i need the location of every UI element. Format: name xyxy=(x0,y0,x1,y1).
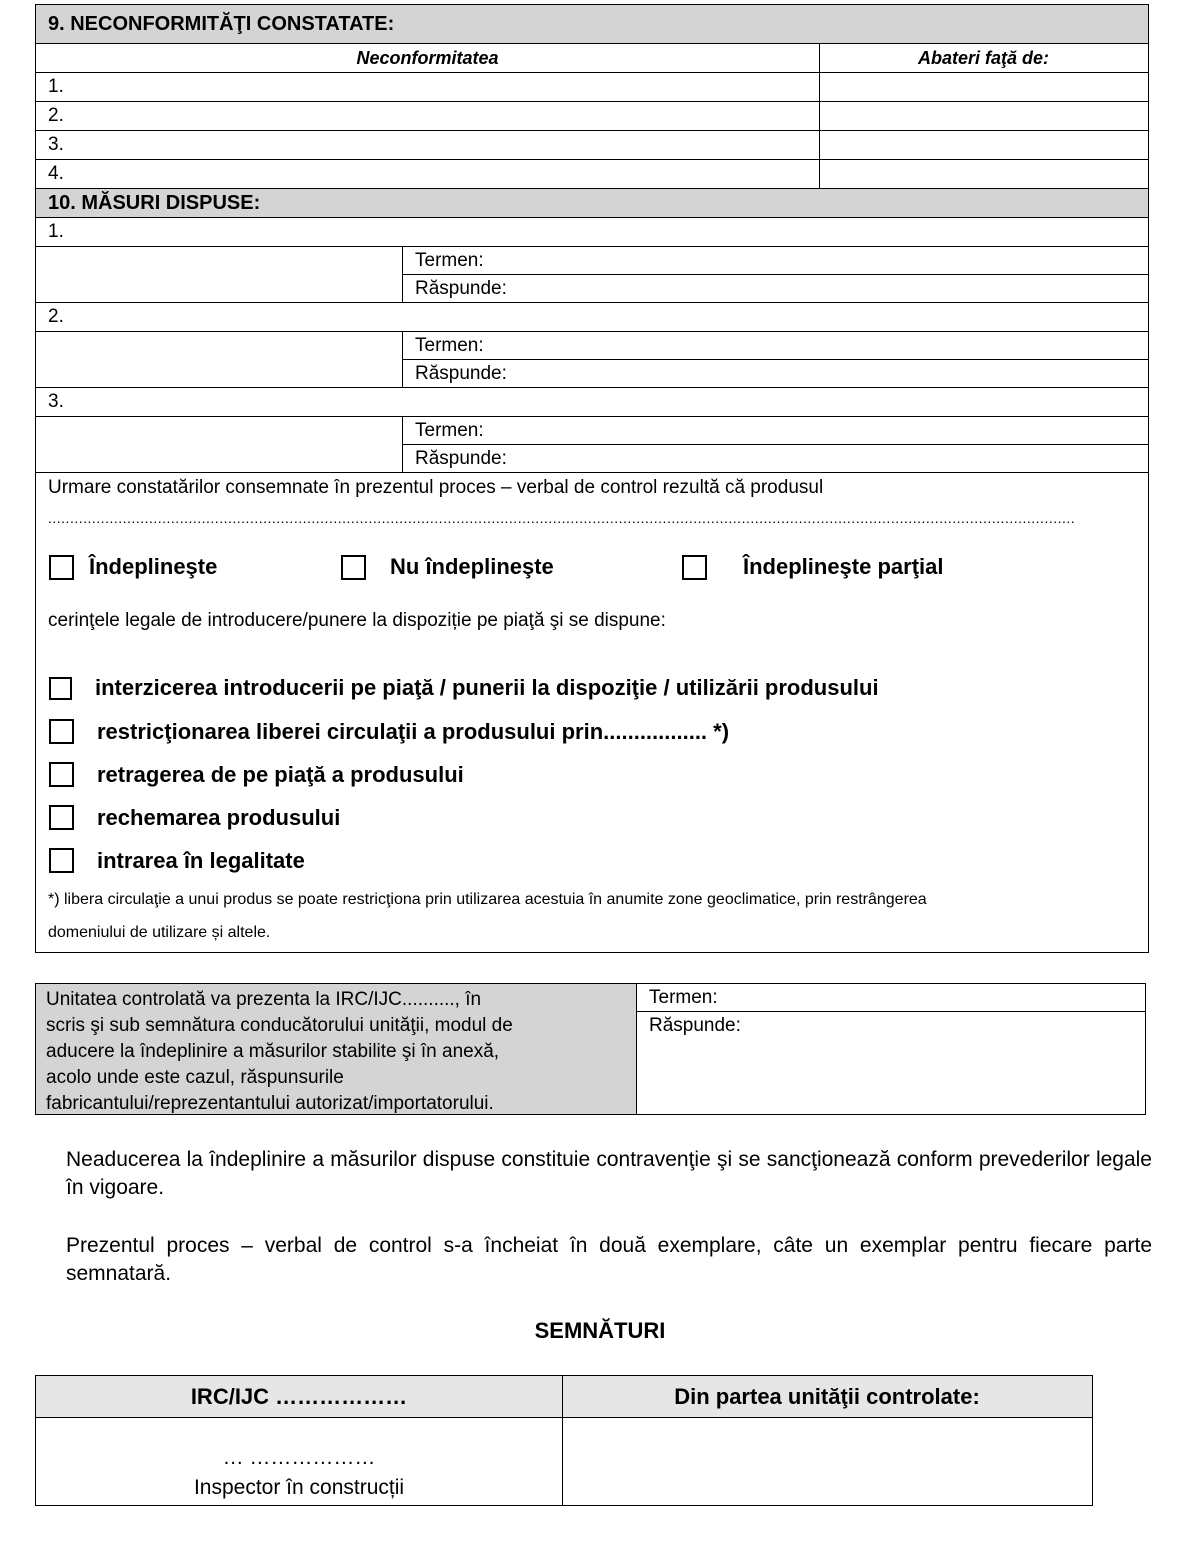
unit-responsible-field[interactable]: Răspunde: xyxy=(649,1015,741,1036)
measure-recall: rechemarea produsului xyxy=(97,805,341,830)
unit-text-line: fabricantului/reprezentantului autorizat/importatorului. xyxy=(46,1093,494,1114)
nonconformity-row[interactable] xyxy=(36,73,1148,102)
measure-restriction: restricţionarea liberei circulaţii a produsului prin................. *) xyxy=(97,719,730,744)
nonconformity-row[interactable] xyxy=(36,160,1148,189)
checkbox-withdrawal[interactable] xyxy=(49,762,74,787)
nonconformity-row[interactable] xyxy=(36,131,1148,160)
measure-number: 1. xyxy=(48,221,64,242)
measure-detail xyxy=(36,247,1148,303)
unit-text-line: aducere la îndeplinire a măsurilor stabilite şi în anexă, xyxy=(46,1041,500,1062)
measure-detail xyxy=(36,332,1148,388)
responsible-field[interactable]: Răspunde: xyxy=(415,278,507,299)
checkbox-market-ban[interactable] xyxy=(49,677,72,700)
checkbox-not-fulfills[interactable] xyxy=(341,555,366,580)
controlled-unit-header: Din partea unităţii controlate: xyxy=(562,1376,1092,1418)
measure-row[interactable] xyxy=(36,303,1148,332)
signature-divider xyxy=(562,1376,563,1505)
col-nonconformity-header: Neconformitatea xyxy=(356,48,499,68)
unit-fields xyxy=(637,984,1145,1039)
section-9-header-row xyxy=(36,44,1148,73)
row-number: 2. xyxy=(48,105,64,126)
row-number: 3. xyxy=(48,134,64,155)
measure-row[interactable] xyxy=(36,218,1148,247)
measure-number: 3. xyxy=(48,391,64,412)
unit-obligation-text xyxy=(36,984,637,1114)
penalty-paragraph: Neaducerea la îndeplinire a măsurilor dispuse constituie contravenţie şi se sancţionează conform prevederilor legale în vigoare. xyxy=(66,1148,1152,1199)
footnote-line-2: domeniului de utilizare și altele. xyxy=(48,924,271,941)
copies-paragraph: Prezentul proces – verbal de control s-a încheiat în două exemplare, câte un exemplar pentru fiecare parte semnatară. xyxy=(66,1234,1152,1285)
row-number: 1. xyxy=(48,76,64,97)
unit-term-field[interactable]: Termen: xyxy=(637,984,1145,1012)
checkbox-restriction[interactable] xyxy=(49,719,74,744)
inspection-form-frame xyxy=(35,4,1149,953)
requirements-text: cerinţele legale de introducere/punere la dispoziție pe piaţă şi se dispune: xyxy=(48,610,666,631)
responsible-field[interactable]: Răspunde: xyxy=(415,448,507,469)
measure-market-ban: interzicerea introducerii pe piaţă / punerii la dispoziţie / utilizării produsului xyxy=(95,675,879,700)
measure-row[interactable] xyxy=(36,388,1148,417)
footnote-line-1: *) libera circulaţie a unui produs se poate restricţiona prin utilizarea acestuia în anumite zone geoclimatice, prin restrângerea xyxy=(48,891,927,908)
unit-text-line: acolo unde este cazul, răspunsurile xyxy=(46,1067,344,1088)
measure-legalization: intrarea în legalitate xyxy=(97,848,305,873)
col-deviations-header: Abateri faţă de: xyxy=(917,48,1050,68)
inspector-header: IRC/IJC ……………… xyxy=(36,1376,562,1418)
option-not-fulfills: Nu îndeplineşte xyxy=(390,554,554,579)
option-fulfills: Îndeplineşte xyxy=(89,554,218,579)
measure-withdrawal: retragerea de pe piaţă a produsului xyxy=(97,762,464,787)
term-field[interactable]: Termen: xyxy=(403,247,1148,275)
checkbox-recall[interactable] xyxy=(49,805,74,830)
product-fill-line[interactable]: .......................................................................................................................................................................................................................................... xyxy=(48,510,1076,526)
unit-text-line: Unitatea controlată va prezenta la IRC/IJC.........., în xyxy=(46,989,482,1010)
section-9-title: 9. NECONFORMITĂŢI CONSTATATE: xyxy=(36,5,1148,44)
signatures-table xyxy=(35,1375,1093,1506)
option-partially-fulfills: Îndeplineşte parţial xyxy=(743,554,944,579)
checkbox-legalization[interactable] xyxy=(49,848,74,873)
measure-number: 2. xyxy=(48,306,64,327)
column-divider xyxy=(819,44,820,189)
nonconformity-row[interactable] xyxy=(36,102,1148,131)
inspector-signature-area[interactable] xyxy=(36,1418,562,1505)
inspector-role: Inspector în construcții xyxy=(193,1476,405,1499)
checkbox-fulfills[interactable] xyxy=(49,555,74,580)
unit-obligation-block xyxy=(35,983,1146,1115)
row-number: 4. xyxy=(48,163,64,184)
checkbox-partially-fulfills[interactable] xyxy=(682,555,707,580)
term-field[interactable]: Termen: xyxy=(403,332,1148,360)
signature-dots: … ……………… xyxy=(222,1446,376,1469)
unit-text-line: scris şi sub semnătura conducătorului unităţii, modul de xyxy=(46,1015,513,1036)
measure-detail xyxy=(36,417,1148,473)
conclusion-intro: Urmare constatărilor consemnate în prezentul proces – verbal de control rezultă că produsul xyxy=(48,477,824,498)
signatures-title: SEMNĂTURI xyxy=(534,1318,666,1343)
section-10-title: 10. MĂSURI DISPUSE: xyxy=(36,189,1148,218)
term-field[interactable]: Termen: xyxy=(403,417,1148,445)
responsible-field[interactable]: Răspunde: xyxy=(415,363,507,384)
